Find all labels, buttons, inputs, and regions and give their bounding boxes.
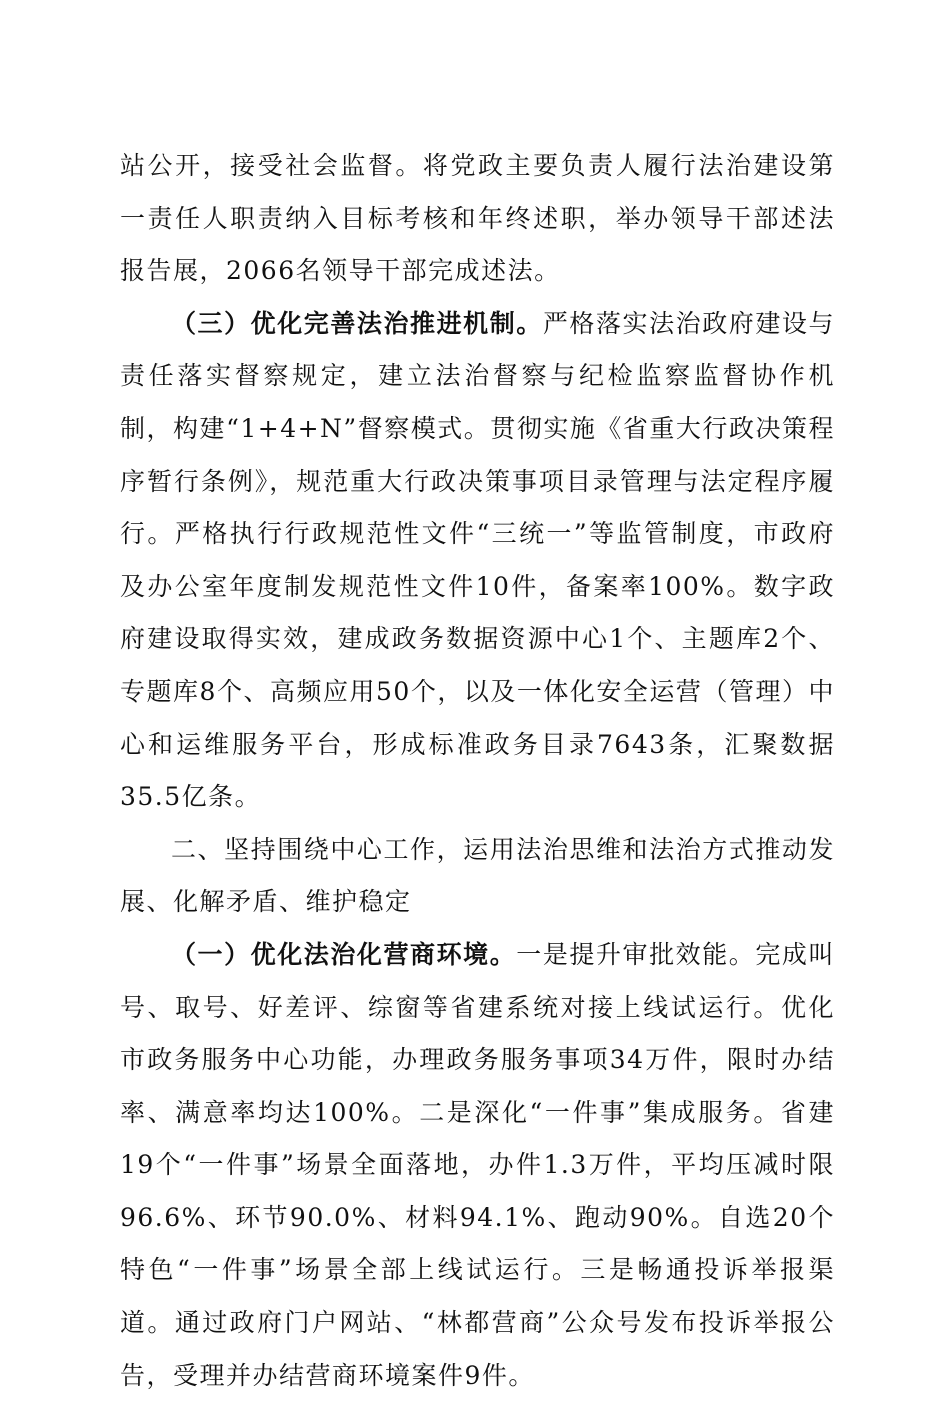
section-heading-1: （一）优化法治化营商环境。 bbox=[171, 939, 517, 969]
paragraph-1: 站公开，接受社会监督。将党政主要负责人履行法治建设第一责任人职责纳入目标考核和年终述职，举办领导干部述法报告展，2066名领导干部完成述法。 bbox=[120, 151, 835, 286]
chapter-heading-2: 二、坚持围绕中心工作，运用法治思维和法治方式推动发展、化解矛盾、维护稳定 bbox=[120, 834, 835, 917]
paragraph-4-body: 一是提升审批效能。完成叫号、取号、好差评、综窗等省建系统对接上线试运行。优化市政务服务中心功能，办理政务服务事项34万件，限时办结率、满意率均达100%。二是深化“一件事”集成服务。省建19个“一件事”场景全面落地，办件1.3万件，平均压减时限96.6%、环节90.0%、材料94.1%、跑动90%。自选20个特色“一件事”场景全部上线试运行。三是畅通投诉举报渠道。通过政府门户网站、“林都营商”公众号发布投诉举报公告，受理并办结营商环境案件9件。 bbox=[120, 939, 835, 1390]
section-heading-3: （三）优化完善法治推进机制。 bbox=[171, 308, 543, 338]
paragraph-4 bbox=[120, 929, 835, 1402]
paragraph-2 bbox=[120, 298, 835, 824]
document-body bbox=[120, 140, 835, 1402]
paragraph-2-body: 严格落实法治政府建设与责任落实督察规定，建立法治督察与纪检监察监督协作机制，构建“1+4+N”督察模式。贯彻实施《省重大行政决策程序暂行条例》，规范重大行政决策事项目录管理与法定程序履行。严格执行行政规范性文件“三统一”等监管制度，市政府及办公室年度制发规范性文件10件，备案率100%。数字政府建设取得实效，建成政务数据资源中心1个、主题库2个、专题库8个、高频应用50个，以及一体化安全运营（管理）中心和运维服务平台，形成标准政务目录7643条，汇聚数据35.5亿条。 bbox=[120, 308, 835, 812]
